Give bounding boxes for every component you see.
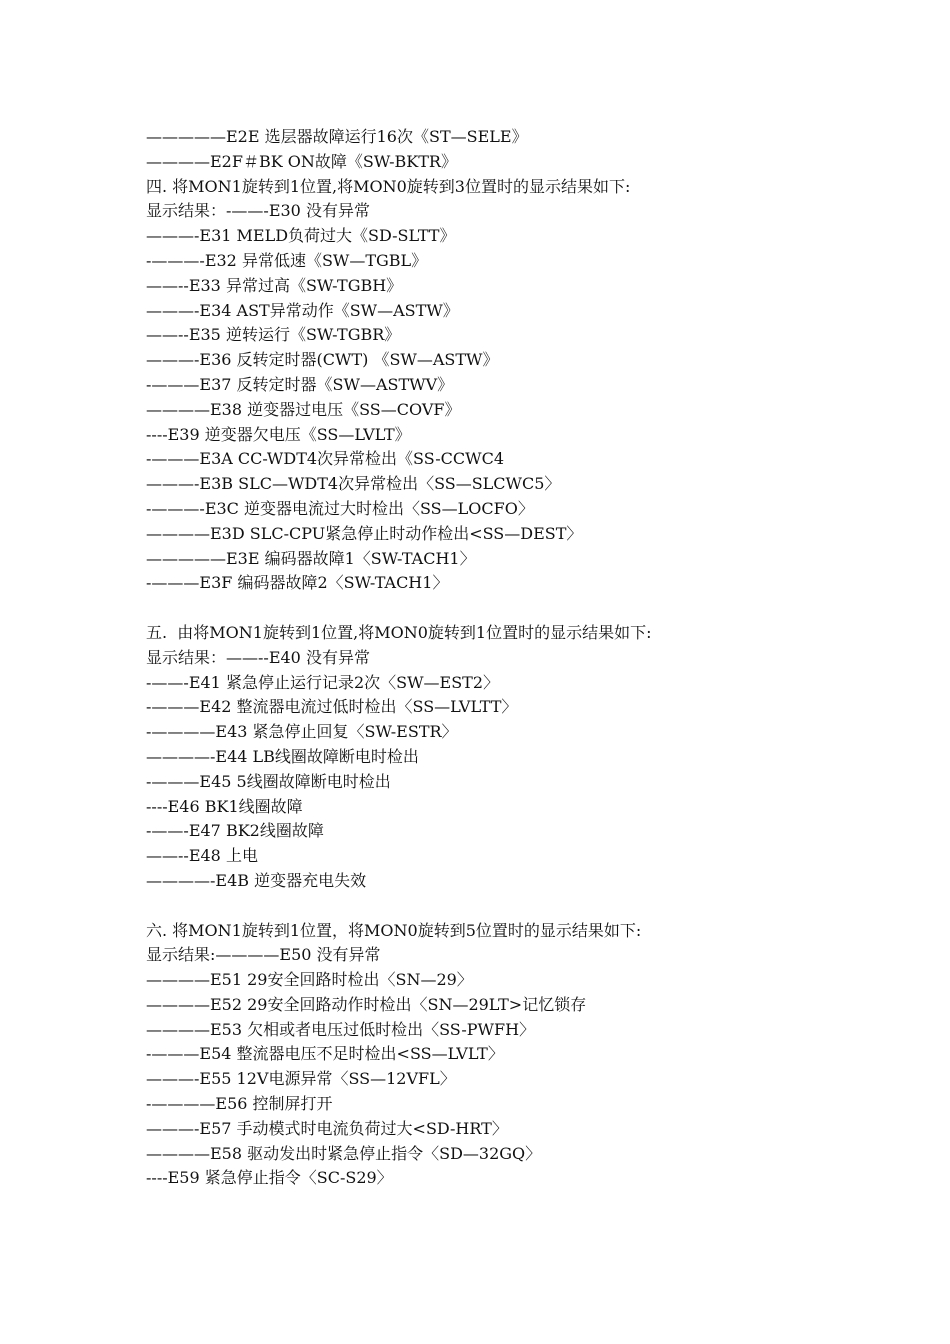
error-line-e53: ————E53 欠相或者电压过低时检出〈SS-PWFH〉	[146, 1019, 536, 1039]
error-line-e41: -——-E41 紧急停止运行记录2次〈SW—EST2〉	[146, 672, 500, 692]
error-line-e32: -———-E32 异常低速《SW—TGBL》	[146, 250, 428, 270]
error-line-e3e: —————E3E 编码器故障1〈SW-TACH1〉	[146, 548, 476, 568]
section-heading: 四. 将MON1旋转到1位置,将MON0旋转到3位置时的显示结果如下:	[146, 176, 631, 196]
error-line-e58: ————E58 驱动发出时紧急停止指令〈SD—32GQ〉	[146, 1143, 542, 1163]
section-e2	[146, 125, 926, 175]
error-line-e55: ———-E55 12V电源异常〈SS—12VFL〉	[146, 1069, 456, 1089]
section-heading: 五. 由将MON1旋转到1位置,将MON0旋转到1位置时的显示结果如下:	[146, 622, 652, 642]
section-four	[146, 175, 926, 597]
error-line-e54: -———E54 整流器电压不足时检出<SS—LVLT〉	[146, 1044, 504, 1064]
error-line-e4b: ————-E4B 逆变器充电失效	[146, 870, 367, 890]
error-line-e42: -———E42 整流器电流过低时检出〈SS—LVLTT〉	[146, 697, 518, 717]
error-line-e51: ————E51 29安全回路时检出〈SN—29〉	[146, 970, 473, 990]
error-line-e35: ——--E35 逆转运行《SW-TGBR》	[146, 325, 401, 345]
error-line-e57: ———-E57 手动模式时电流负荷过大<SD-HRT〉	[146, 1118, 508, 1138]
error-line-e46: ----E46 BK1线圈故障	[146, 796, 303, 816]
error-line-e3c: -———-E3C 逆变器电流过大时检出〈SS—LOCFO〉	[146, 498, 534, 518]
document-page	[146, 125, 926, 1191]
error-line-e3a: -———E3A CC-WDT4次异常检出《SS-CCWC4	[146, 449, 505, 469]
paragraph-gap	[146, 596, 926, 621]
error-line-e52: ————E52 29安全回路动作时检出〈SN—29LT>记忆锁存	[146, 994, 587, 1014]
result-line-e50: 显示结果:————E50 没有异常	[146, 945, 381, 965]
error-line-e48: ——--E48 上电	[146, 846, 258, 866]
error-line-e44: ————-E44 LB线圈故障断电时检出	[146, 746, 419, 766]
section-five	[146, 621, 926, 894]
error-line-e2f: ————E2F＃BK ON故障《SW-BKTR》	[146, 151, 457, 171]
error-line-e39: ----E39 逆变器欠电压《SS—LVLT》	[146, 424, 411, 444]
error-line-e56: -————E56 控制屏打开	[146, 1094, 333, 1114]
error-line-e45: -———E45 5线圈故障断电时检出	[146, 771, 391, 791]
error-line-e47: -——-E47 BK2线圈故障	[146, 821, 324, 841]
error-line-e34: ———-E34 AST异常动作《SW—ASTW》	[146, 300, 459, 320]
error-line-e38: ————E38 逆变器过电压《SS—COVF》	[146, 399, 461, 419]
error-line-e59: ----E59 紧急停止指令〈SC-S29〉	[146, 1168, 393, 1188]
error-line-e2e: —————E2E 选层器故障运行16次《ST—SELE》	[146, 127, 528, 146]
error-line-e3f: -———E3F 编码器故障2〈SW-TACH1〉	[146, 573, 449, 593]
result-line-e40: 显示结果：——--E40 没有异常	[146, 647, 370, 667]
error-line-e36: ———-E36 反转定时器(CWT) 《SW—ASTW》	[146, 350, 499, 370]
error-line-e37: -———E37 反转定时器《SW—ASTWV》	[146, 374, 454, 394]
result-line-e30: 显示结果：-——-E30 没有异常	[146, 201, 370, 221]
error-line-e33: ——--E33 异常过高《SW-TGBH》	[146, 275, 403, 295]
paragraph-gap	[146, 894, 926, 919]
error-line-e3d: ————E3D SLC-CPU紧急停止时动作检出<SS—DEST〉	[146, 523, 583, 543]
error-line-e43: -————E43 紧急停止回复〈SW-ESTR〉	[146, 722, 458, 742]
error-line-e31: ———-E31 MELD负荷过大《SD-SLTT》	[146, 226, 456, 246]
section-six	[146, 919, 926, 1192]
error-line-e3b: ———-E3B SLC—WDT4次异常检出〈SS—SLCWC5〉	[146, 474, 561, 494]
section-heading: 六. 将MON1旋转到1位置，将MON0旋转到5位置时的显示结果如下:	[146, 920, 642, 940]
